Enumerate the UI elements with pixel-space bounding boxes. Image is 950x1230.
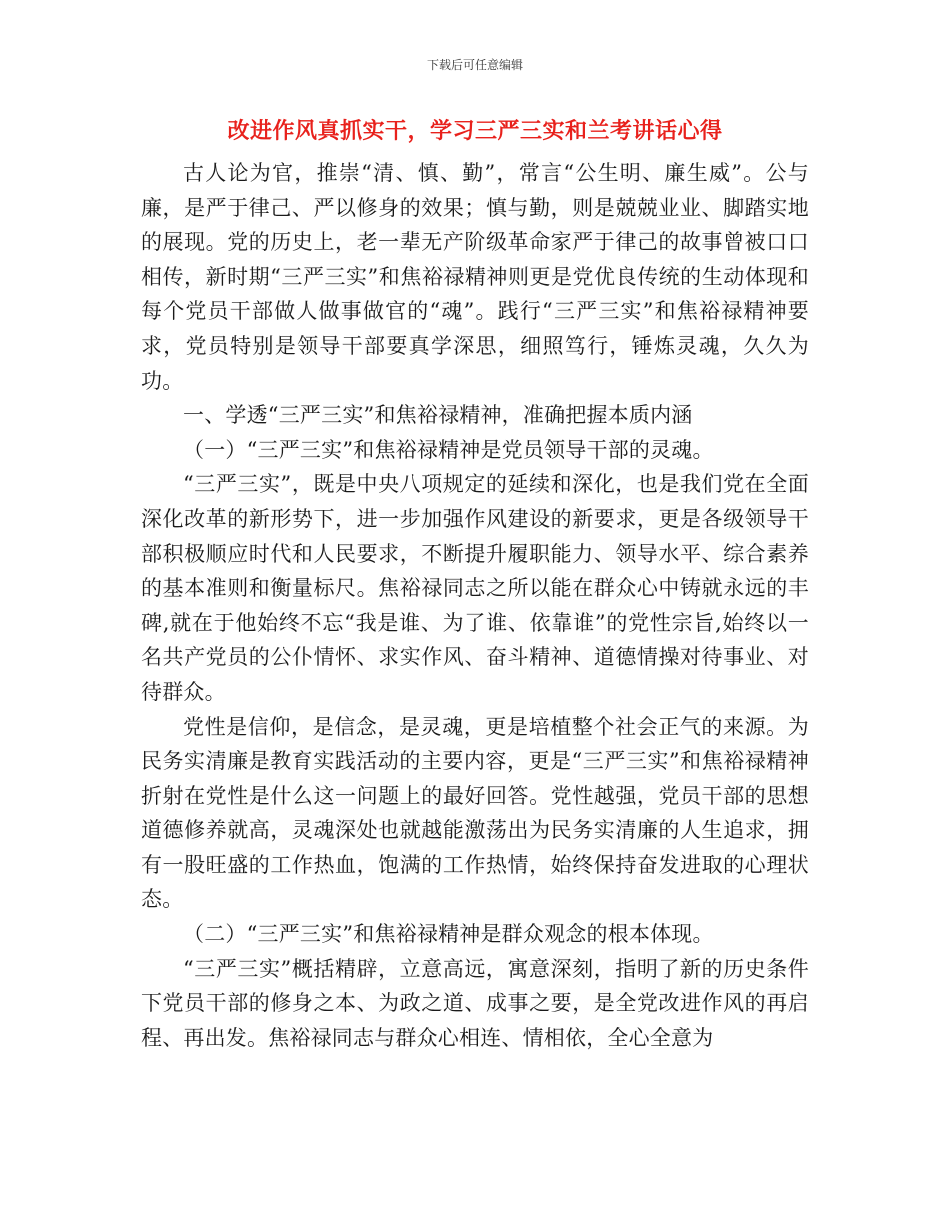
header-note: 下载后可任意编辑 xyxy=(426,58,523,72)
paragraph-body: “三严三实”，既是中央八项规定的延续和深化，也是我们党在全面深化改革的新形势下，进一步加强作风建设的新要求，更是各级领导干部积极顺应时代和人民要求，不断提升履职能力、领导水平、综合素养的基本准则和衡量标尺。焦裕禄同志之所以能在群众心中铸就永远的丰碑,就在于他始终不忘“我是谁、为了谁、依靠谁”的党性宗旨,始终以一名共产党员的公仆情怀、求实作风、奋斗精神、道德情操对待事业、对待群众。 xyxy=(141,472,809,704)
subsection-heading-2: （二）“三严三实”和焦裕禄精神是群众观念的根本体现。 xyxy=(183,922,714,947)
subsection-heading-1: （一）“三严三实”和焦裕禄精神是党员领导干部的灵魂。 xyxy=(183,437,714,462)
paragraph-body: “三严三实”概括精辟，立意高远，寓意深刻，指明了新的历史条件下党员干部的修身之本、为政之道、成事之要，是全党改进作风的再启程、再出发。焦裕禄同志与群众心相连、情相依，全心全意为 xyxy=(141,956,809,1050)
section-heading-1: 一、学透“三严三实”和焦裕禄精神，准确把握本质内涵 xyxy=(183,403,693,428)
paragraph-body: 党性是信仰，是信念，是灵魂，更是培植整个社会正气的来源。为民务实清廉是教育实践活动的主要内容，更是“三严三实”和焦裕禄精神折射在党性是什么这一问题上的最好回答。党性越强，党员干部的思想道德修养就高，灵魂深处也就越能激荡出为民务实清廉的人生追求，拥有一股旺盛的工作热血，饱满的工作热情，始终保持奋发进取的心理状态。 xyxy=(141,714,809,912)
paragraph-intro: 古人论为官，推崇“清、慎、勤”，常言“公生明、廉生威”。公与廉，是严于律己、严以修身的效果；慎与勤，则是兢兢业业、脚踏实地的展现。党的历史上，老一辈无产阶级革命家严于律己的故事曾被口口相传，新时期“三严三实”和焦裕禄精神则更是党优良传统的生动体现和每个党员干部做人做事做官的“魂”。践行“三严三实”和焦裕禄精神要求，党员特别是领导干部要真学深思，细照笃行，锤炼灵魂，久久为功。 xyxy=(141,161,809,393)
document-title: 改进作风真抓实干，学习三严三实和兰考讲话心得 xyxy=(227,119,723,144)
document-body xyxy=(141,156,809,1055)
